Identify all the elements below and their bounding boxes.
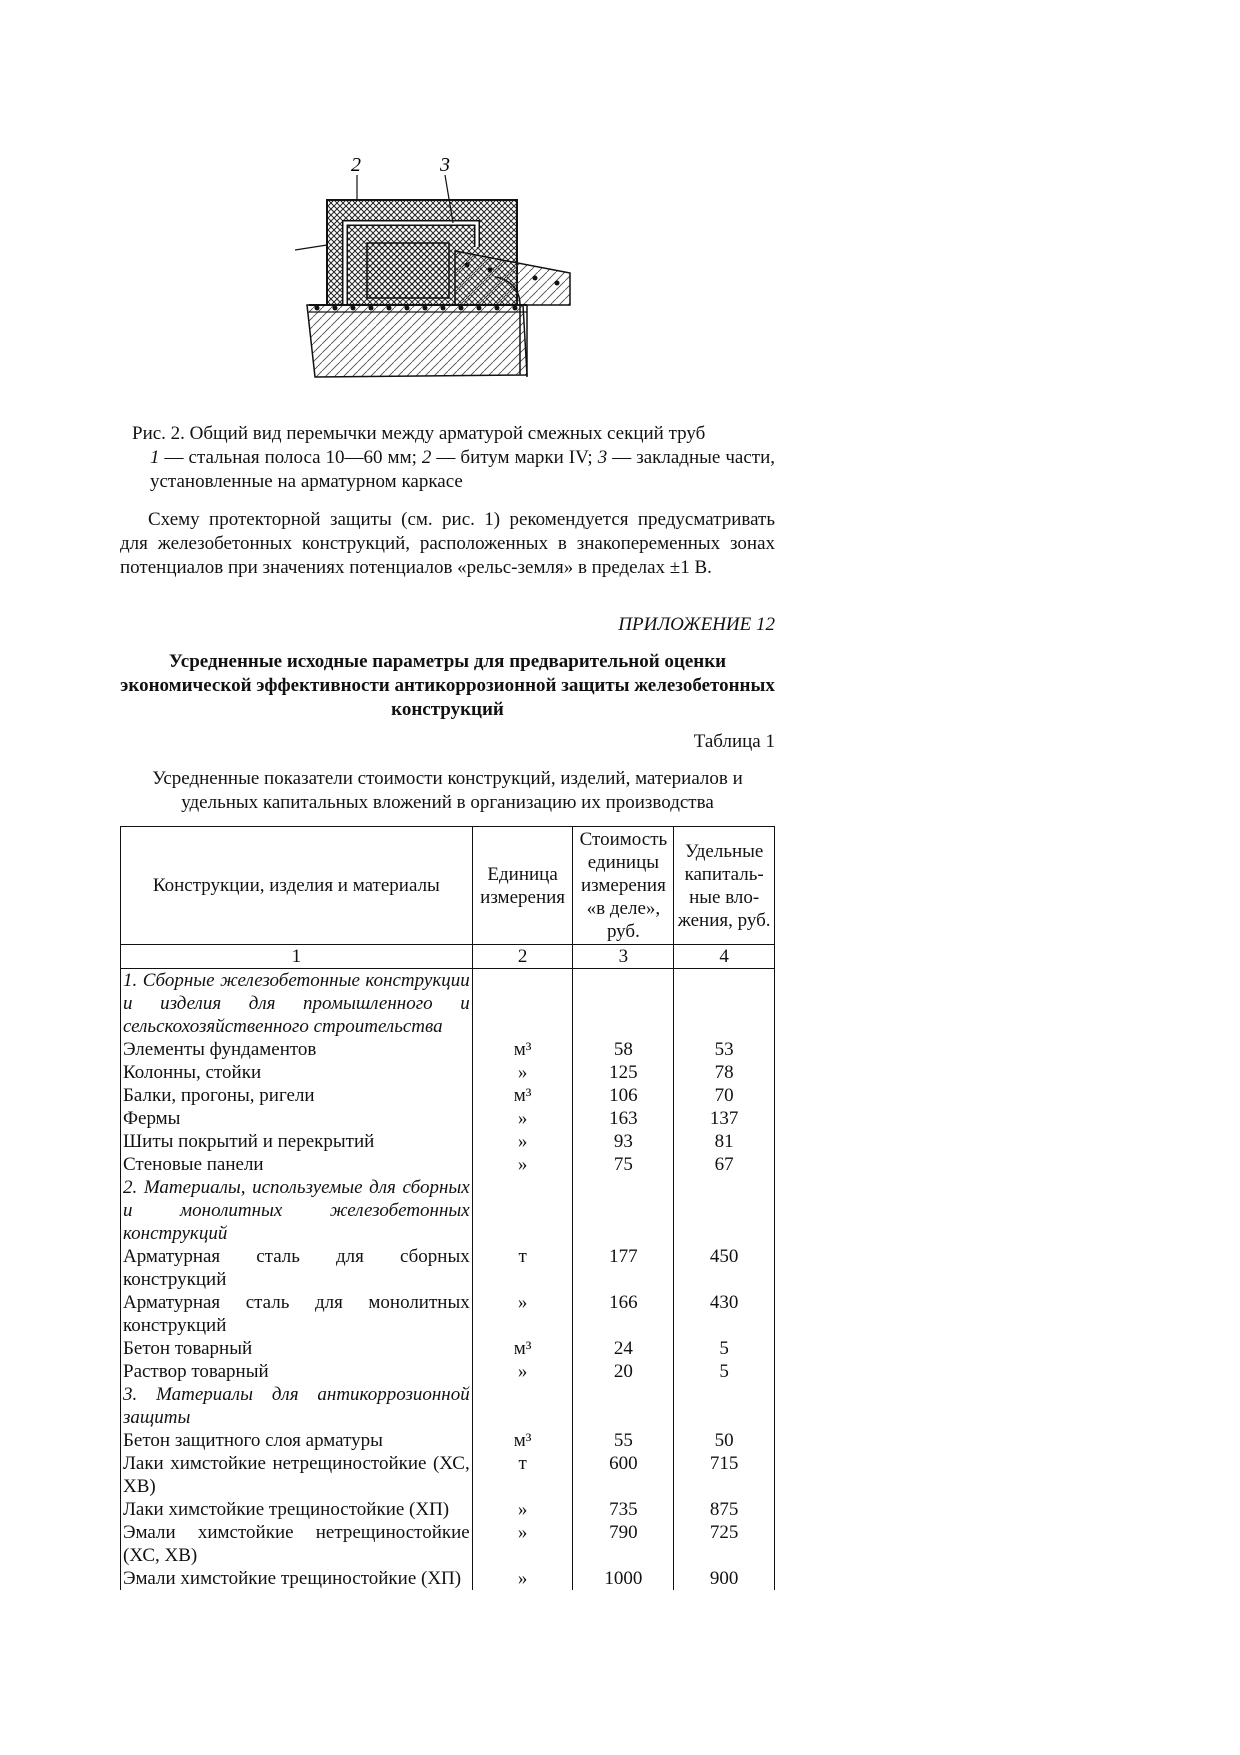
empty-cell xyxy=(674,1176,775,1245)
row-unit: » xyxy=(472,1360,573,1383)
row-cost: 735 xyxy=(573,1498,674,1521)
row-investment: 875 xyxy=(674,1498,775,1521)
column-number: 2 xyxy=(472,945,573,969)
appendix-label: ПРИЛОЖЕНИЕ 12 xyxy=(618,614,775,635)
row-unit: » xyxy=(472,1153,573,1176)
header-cell: Удельные капиталь-ные вло-жения, руб. xyxy=(674,827,775,945)
row-investment: 450 xyxy=(674,1245,775,1291)
row-name: Арматурная сталь для монолитных конструкций xyxy=(121,1291,473,1337)
empty-cell xyxy=(472,969,573,1039)
table-row xyxy=(121,1061,775,1084)
row-name: Фермы xyxy=(121,1107,473,1130)
row-cost: 177 xyxy=(573,1245,674,1291)
empty-cell xyxy=(573,969,674,1039)
section-heading: Усредненные исходные параметры для предварительной оценки экономической эффективности антикоррозионной защиты железобетонных конструкций xyxy=(120,651,775,720)
row-name: Лаки химстойкие трещиностойкие (ХП) xyxy=(121,1498,473,1521)
table-number: Таблица 1 xyxy=(693,731,775,752)
row-cost: 600 xyxy=(573,1452,674,1498)
empty-cell xyxy=(573,1176,674,1245)
row-name: Арматурная сталь для сборных конструкций xyxy=(121,1245,473,1291)
column-number: 4 xyxy=(674,945,775,969)
column-number: 1 xyxy=(121,945,473,969)
row-investment: 5 xyxy=(674,1337,775,1360)
row-investment: 81 xyxy=(674,1130,775,1153)
figure-caption-title: Рис. 2. Общий вид перемычки между арматурой смежных секций труб xyxy=(132,423,706,444)
row-name: Шиты покрытий и перекрытий xyxy=(121,1130,473,1153)
row-cost: 20 xyxy=(573,1360,674,1383)
row-unit: м³ xyxy=(472,1429,573,1452)
row-investment: 53 xyxy=(674,1038,775,1061)
table-row xyxy=(121,1107,775,1130)
row-unit: т xyxy=(472,1452,573,1498)
row-investment: 900 xyxy=(674,1567,775,1590)
row-name: Элементы фундаментов xyxy=(121,1038,473,1061)
section-title: 1. Сборные железобетонные конструкции и изделия для промышленного и сельскохозяйственного строительства xyxy=(121,969,473,1039)
table-row xyxy=(121,1038,775,1061)
row-investment: 67 xyxy=(674,1153,775,1176)
row-name: Колонны, стойки xyxy=(121,1061,473,1084)
table-section-row xyxy=(121,1383,775,1429)
row-cost: 1000 xyxy=(573,1567,674,1590)
table-row xyxy=(121,1337,775,1360)
empty-cell xyxy=(674,1383,775,1429)
row-investment: 430 xyxy=(674,1291,775,1337)
table-row xyxy=(121,1521,775,1567)
row-cost: 166 xyxy=(573,1291,674,1337)
table-row xyxy=(121,1245,775,1291)
row-name: Эмали химстойкие нетрещиностойкие (ХС, ХВ) xyxy=(121,1521,473,1567)
row-cost: 125 xyxy=(573,1061,674,1084)
row-cost: 58 xyxy=(573,1038,674,1061)
table-row xyxy=(121,1130,775,1153)
header-cell: Стоимость единицы измерения «в деле», руб. xyxy=(573,827,674,945)
row-unit: » xyxy=(472,1291,573,1337)
row-cost: 790 xyxy=(573,1521,674,1567)
row-name: Балки, прогоны, ригели xyxy=(121,1084,473,1107)
empty-cell xyxy=(472,1176,573,1245)
table-row xyxy=(121,1452,775,1498)
row-investment: 725 xyxy=(674,1521,775,1567)
section-title: 2. Материалы, используемые для сборных и монолитных железобетонных конструкций xyxy=(121,1176,473,1245)
row-name: Бетон товарный xyxy=(121,1337,473,1360)
header-cell: Конструкции, изделия и материалы xyxy=(121,827,473,945)
label-3: 3 xyxy=(440,155,450,176)
table-row xyxy=(121,1567,775,1590)
row-investment: 715 xyxy=(674,1452,775,1498)
cost-table-wrap xyxy=(120,826,775,1590)
row-unit: м³ xyxy=(472,1337,573,1360)
row-name: Бетон защитного слоя арматуры xyxy=(121,1429,473,1452)
empty-cell xyxy=(573,1383,674,1429)
row-unit: м³ xyxy=(472,1084,573,1107)
table-row xyxy=(121,1153,775,1176)
label-2: 2 xyxy=(351,155,361,176)
table-title: Усредненные показатели стоимости конструкций, изделий, материалов и удельных капитальных вложений в организацию их производства xyxy=(152,768,743,813)
empty-cell xyxy=(674,969,775,1039)
concrete-base xyxy=(307,305,527,377)
figure-caption-legend: 1 — стальная полоса 10—60 мм; 2 — битум марки IV; 3 — закладные части, установленные на арматурном каркасе xyxy=(150,447,775,492)
table-section-row xyxy=(121,969,775,1039)
row-investment: 137 xyxy=(674,1107,775,1130)
row-cost: 55 xyxy=(573,1429,674,1452)
jumper-drawing xyxy=(295,155,595,385)
table-row xyxy=(121,1291,775,1337)
row-cost: 106 xyxy=(573,1084,674,1107)
insert-part xyxy=(367,243,449,298)
column-number: 3 xyxy=(573,945,674,969)
row-unit: » xyxy=(472,1061,573,1084)
row-unit: т xyxy=(472,1245,573,1291)
row-investment: 78 xyxy=(674,1061,775,1084)
row-name: Эмали химстойкие трещиностойкие (ХП) xyxy=(121,1567,473,1590)
row-name: Раствор товарный xyxy=(121,1360,473,1383)
row-cost: 93 xyxy=(573,1130,674,1153)
header-cell: Единица измерения xyxy=(472,827,573,945)
row-name: Лаки химстойкие нетрещиностойкие (ХС, ХВ) xyxy=(121,1452,473,1498)
table-row xyxy=(121,1429,775,1452)
row-unit: м³ xyxy=(472,1038,573,1061)
row-unit: » xyxy=(472,1498,573,1521)
row-cost: 163 xyxy=(573,1107,674,1130)
table-row xyxy=(121,1084,775,1107)
table-body xyxy=(121,969,775,1591)
body-paragraph: Схему протекторной защиты (см. рис. 1) рекомендуется предусматривать для железобетонных конструкций, расположенных в знакопеременных зонах потенциалов при значениях потенциалов «рельс-земля» в пределах ±1 В. xyxy=(120,509,775,578)
row-cost: 24 xyxy=(573,1337,674,1360)
row-investment: 5 xyxy=(674,1360,775,1383)
table-row xyxy=(121,1360,775,1383)
table-section-row xyxy=(121,1176,775,1245)
cost-table xyxy=(120,826,775,1590)
section-title: 3. Материалы для антикоррозионной защиты xyxy=(121,1383,473,1429)
row-unit: » xyxy=(472,1521,573,1567)
row-unit: » xyxy=(472,1107,573,1130)
row-unit: » xyxy=(472,1130,573,1153)
table-row xyxy=(121,1498,775,1521)
row-cost: 75 xyxy=(573,1153,674,1176)
row-unit: » xyxy=(472,1567,573,1590)
row-investment: 70 xyxy=(674,1084,775,1107)
empty-cell xyxy=(472,1383,573,1429)
row-investment: 50 xyxy=(674,1429,775,1452)
row-name: Стеновые панели xyxy=(121,1153,473,1176)
